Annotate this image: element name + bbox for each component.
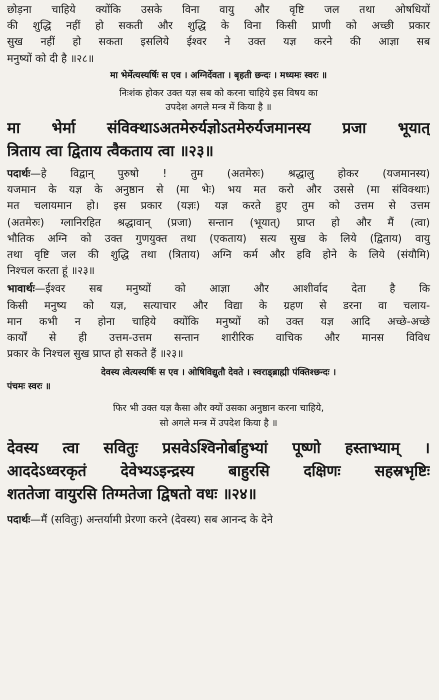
mantra-line: देवस्य त्वा सवितुः प्रसवेऽश्विनोर्बाहुभ्यां पूष्णो हस्ताभ्याम् । [7,438,430,457]
text-line: —मैं (सवितुः) अन्तर्यामी प्रेरणा करने (देवस्य) सब आनन्द के देने [30,513,273,526]
padartha-label: पदार्थः [7,168,31,180]
intro-line: सो अगले मन्त्र में उपदेश किया है ॥ [159,418,278,430]
mantra-line: आददेऽध्वरकृतं देवेभ्यऽइन्द्रस्य बाहुरसि दक्षिणः सहस्रभृष्टिः [7,461,430,480]
text-line: भौतिक अग्नि को उक्त गुणयुक्त तथा (एकताय) सत्य सुख के लिये (द्विताय) वायु [7,232,430,245]
text-line: —हे विद्वान् पुरुषो ! तुम (अतमेरुः) श्रद्धालु होकर (यजमानस्य) [30,168,430,180]
text-line: मनुष्यों को दी है ॥२८॥ [7,52,94,65]
text-line: कार्यों से ही उत्तम-उत्तम सन्तान शारीरिक वाचिक और मानस विविध [7,332,430,345]
mantra-23-intro [7,87,430,116]
mantra-23-metadata: मा भेर्मेत्यस्यर्षिः स एव । अग्निर्देवता । बृहती छन्दः । मध्यमः स्वरः ॥ [110,70,327,81]
meta-line: पंचमः स्वरः ॥ [7,382,51,393]
mantra-24-metadata [7,366,430,394]
text-line: —ईश्वर सब मनुष्यों को आज्ञा और आशीर्वाद देता है कि [34,283,430,296]
mantra-24 [7,437,430,506]
mantra-line: शततेजा वायुरसि तिग्मतेजा द्विषतो वधः ॥२४॥ [7,484,257,503]
text-line: यजमान के यज्ञ के अनुष्ठान से (मा भेः) भय मत करो और उससे (मा संविक्थाः) [7,184,430,197]
intro-line: निःशंक होकर उक्त यज्ञ सब को करना चाहिये इस विषय का [119,87,318,99]
padartha-label: पदार्थः [7,513,31,526]
mantra-23 [7,117,430,163]
text-line: छोड़ना चाहिये क्योंकि उसके विना वायु और वृष्टि जल तथा ओषधियों [7,4,430,16]
text-line: की शुद्धि नहीं हो सकती और शुद्धि के विना किसी प्राणी को अच्छी प्रकार [7,20,430,33]
bhavartha-23 [7,281,430,362]
text-line: तथा वृष्टि जल की शुद्धि तथा (त्रिताय) अग्नि कर्म और हवि होने के लिये (संयौमि) [7,249,430,262]
mantra-line: त्रिताय त्वा द्विताय त्वैकताय त्वा ॥२३॥ [7,142,214,160]
mantra-line: मा भेर्मा संविक्थाऽअतमेरुर्यज्ञोऽतमेरुर्यजमानस्य प्रजा भूयात् [7,119,430,137]
continuation-paragraph [7,2,430,67]
intro-line: फिर भी उक्त यज्ञ कैसा और क्यों उसका अनुष्ठान करना चाहिये, [112,403,325,415]
text-line: किसी मनुष्य को यज्ञ, सत्याचार और विद्या के ग्रहण से डरना वा चलाय- [7,299,430,312]
text-line: निश्चल करता हूं ॥२३॥ [7,265,95,278]
text-line: मान कभी न होना चाहिये क्योंकि मनुष्यों को उक्त यज्ञ आदि अच्छे-अच्छे [7,315,430,328]
intro-line: उपदेश अगले मन्त्र में किया है ॥ [165,102,272,114]
bhavartha-label: भावार्थः [7,283,35,296]
text-line: प्रकार के निश्चल सुख प्राप्त हो सकते हैं ॥२३॥ [7,348,184,361]
padartha-23 [7,166,430,279]
meta-line: देवस्य त्वेत्यस्यर्षिः स एव । ओषिविद्युतौ देवते । स्वराड्ब्राह्मी पंक्तिश्छन्दः । [101,368,336,379]
text-line: सुख नहीं हो सकता इसलिये ईश्वर ने उक्त यज्ञ करने की आज्ञा सब [7,36,430,49]
padartha-24 [7,512,430,528]
text-line: (अतमेरुः) ग्लानिरहित श्रद्धावान् (प्रजा) सन्तान (भूयात्) प्राप्त हो और मैं (त्वा) [7,216,430,229]
text-line: मत चलायमान हो। इस प्रकार (यज्ञः) यज्ञ करते हुए तुम को उत्तम से उत्तम [7,200,430,213]
mantra-24-intro [7,402,430,431]
